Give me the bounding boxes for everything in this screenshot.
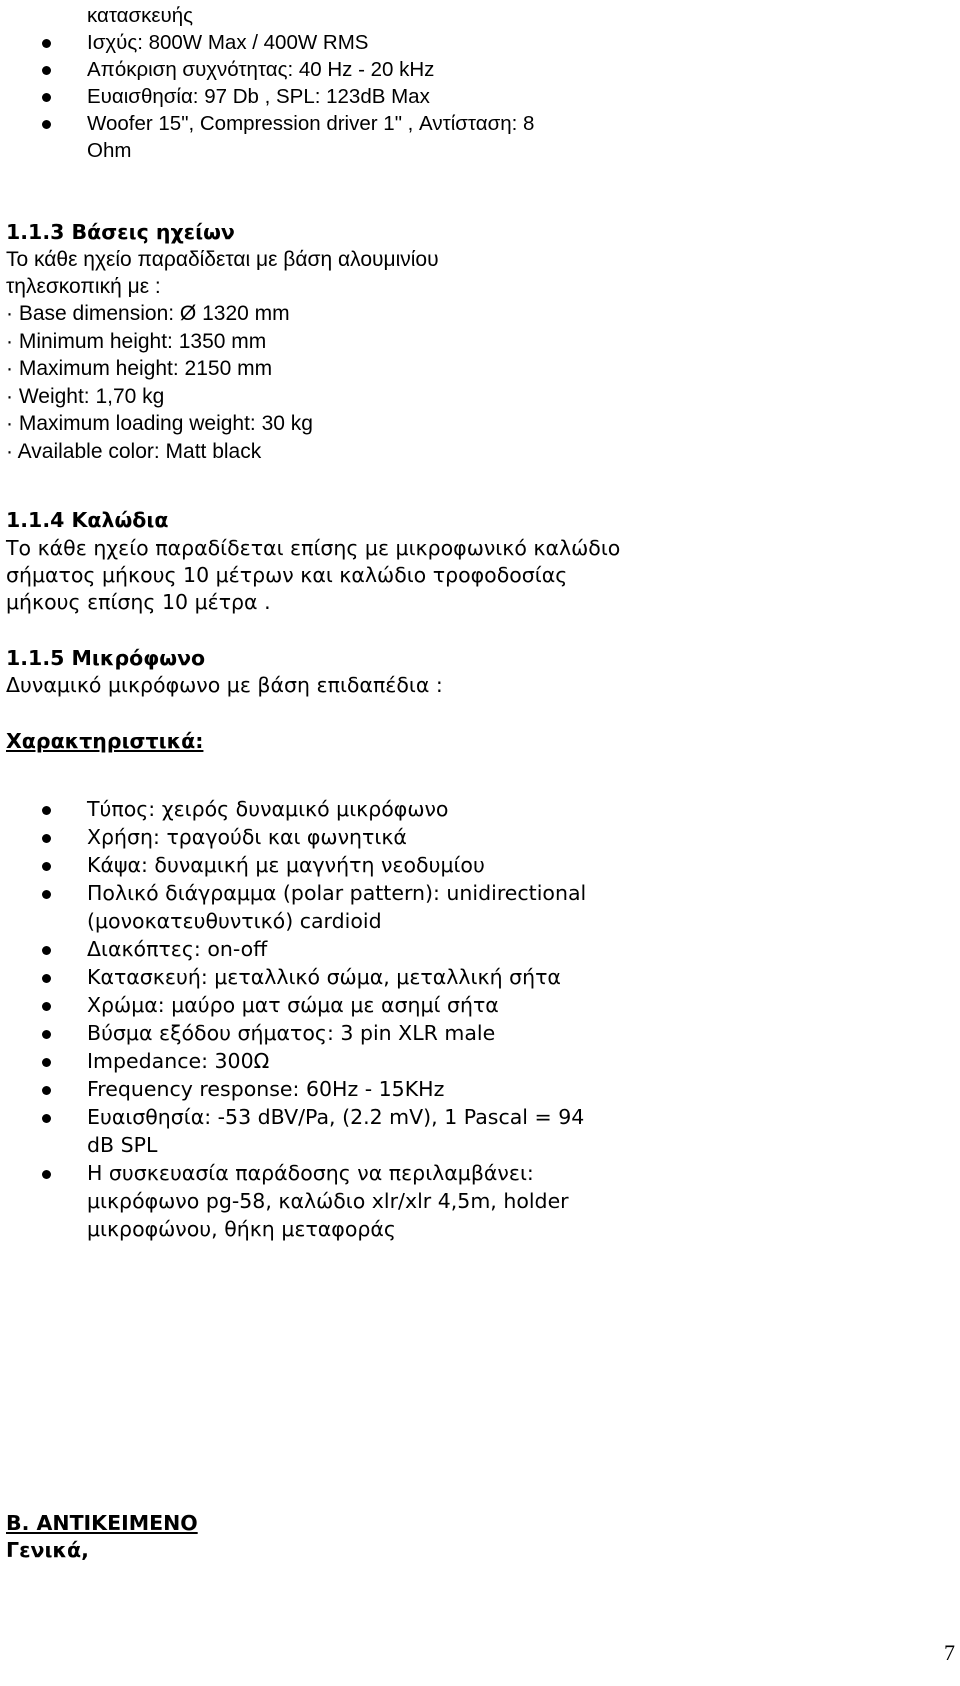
paragraph-line: Το κάθε ηχείο παραδίδεται με βάση αλουμινίου [6, 248, 439, 271]
features-heading: Χαρακτηριστικά: [6, 729, 204, 753]
spec-line: · Maximum loading weight: 30 kg [6, 412, 313, 435]
list-item: Βύσμα εξόδου σήματος: 3 pin XLR male [87, 1021, 496, 1045]
bullet-icon [42, 890, 51, 899]
bullet-icon [42, 66, 51, 75]
list-item: Frequency response: 60Hz - 15KHz [87, 1077, 445, 1101]
spec-line: · Minimum height: 1350 mm [6, 330, 267, 353]
page-number: 7 [944, 1640, 955, 1665]
bullet-icon [42, 1002, 51, 1011]
spec-line: · Maximum height: 2150 mm [6, 357, 273, 380]
paragraph-line: Το κάθε ηχείο παραδίδεται επίσης με μικροφωνικό καλώδιο [6, 536, 621, 560]
list-item: Απόκριση συχνότητας: 40 Hz - 20 kHz [87, 58, 435, 81]
spec-line: · Weight: 1,70 kg [6, 385, 165, 408]
paragraph-line: τηλεσκοπική με : [6, 275, 161, 298]
list-item: Πολικό διάγραμμα (polar pattern): unidirectional [87, 881, 587, 905]
list-item: Woofer 15", Compression driver 1" , Αντίσταση: 8 [87, 112, 535, 135]
paragraph-line: σήματος μήκους 10 μέτρων και καλώδιο τροφοδοσίας [6, 563, 568, 587]
list-item: Impedance: 300Ω [87, 1049, 270, 1073]
bullet-icon [42, 120, 51, 129]
list-item: Η συσκευασία παράδοσης να περιλαμβάνει: [87, 1161, 534, 1185]
list-item: Ευαισθησία: 97 Db , SPL: 123dB Max [87, 85, 430, 108]
list-item-continuation: μικροφώνου, θήκη μεταφοράς [87, 1217, 396, 1241]
spec-line: · Available color: Matt black [6, 440, 262, 463]
bullet-icon [42, 946, 51, 955]
section-heading-b: Β. ΑΝΤΙΚΕΙΜΕΝΟ [6, 1511, 198, 1535]
list-item: Διακόπτες: on-off [87, 937, 268, 961]
bullet-icon [42, 1114, 51, 1123]
list-item-continuation: dB SPL [87, 1133, 158, 1157]
bullet-icon [42, 93, 51, 102]
section-subheading-general: Γενικά, [6, 1538, 89, 1562]
bullet-icon [42, 834, 51, 843]
list-item: Ισχύς: 800W Max / 400W RMS [87, 31, 369, 54]
list-item: Τύπος: χειρός δυναμικό μικρόφωνο [87, 797, 449, 821]
bullet-icon [42, 1058, 51, 1067]
bullet-icon [42, 806, 51, 815]
list-item-continuation: Ohm [87, 139, 132, 162]
spec-line: · Base dimension: Ø 1320 mm [6, 302, 290, 325]
list-item: Ευαισθησία: -53 dBV/Pa, (2.2 mV), 1 Pascal = 94 [87, 1105, 585, 1129]
list-item-continuation: (μονοκατευθυντικό) cardioid [87, 909, 382, 933]
list-item: Κάψα: δυναμική με μαγνήτη νεοδυμίου [87, 853, 485, 877]
paragraph-line: μήκους επίσης 10 μέτρα . [6, 590, 271, 614]
list-continuation-text: κατασκευής [87, 4, 194, 27]
list-item: Χρήση: τραγούδι και φωνητικά [87, 825, 407, 849]
bullet-icon [42, 1170, 51, 1179]
list-item: Χρώμα: μαύρο ματ σώμα με ασημί σήτα [87, 993, 499, 1017]
section-heading-cables: 1.1.4 Καλώδια [6, 508, 169, 532]
paragraph-line: Δυναμικό μικρόφωνο με βάση επιδαπέδια : [6, 673, 443, 697]
bullet-icon [42, 1086, 51, 1095]
section-heading-bases: 1.1.3 Βάσεις ηχείων [6, 220, 235, 244]
list-item-continuation: μικρόφωνο pg-58, καλώδιο xlr/xlr 4,5m, holder [87, 1189, 569, 1213]
list-item: Κατασκευή: μεταλλικό σώμα, μεταλλική σήτα [87, 965, 561, 989]
bullet-icon [42, 39, 51, 48]
bullet-icon [42, 974, 51, 983]
bullet-icon [42, 1030, 51, 1039]
section-heading-microphone: 1.1.5 Μικρόφωνο [6, 646, 206, 670]
bullet-icon [42, 862, 51, 871]
